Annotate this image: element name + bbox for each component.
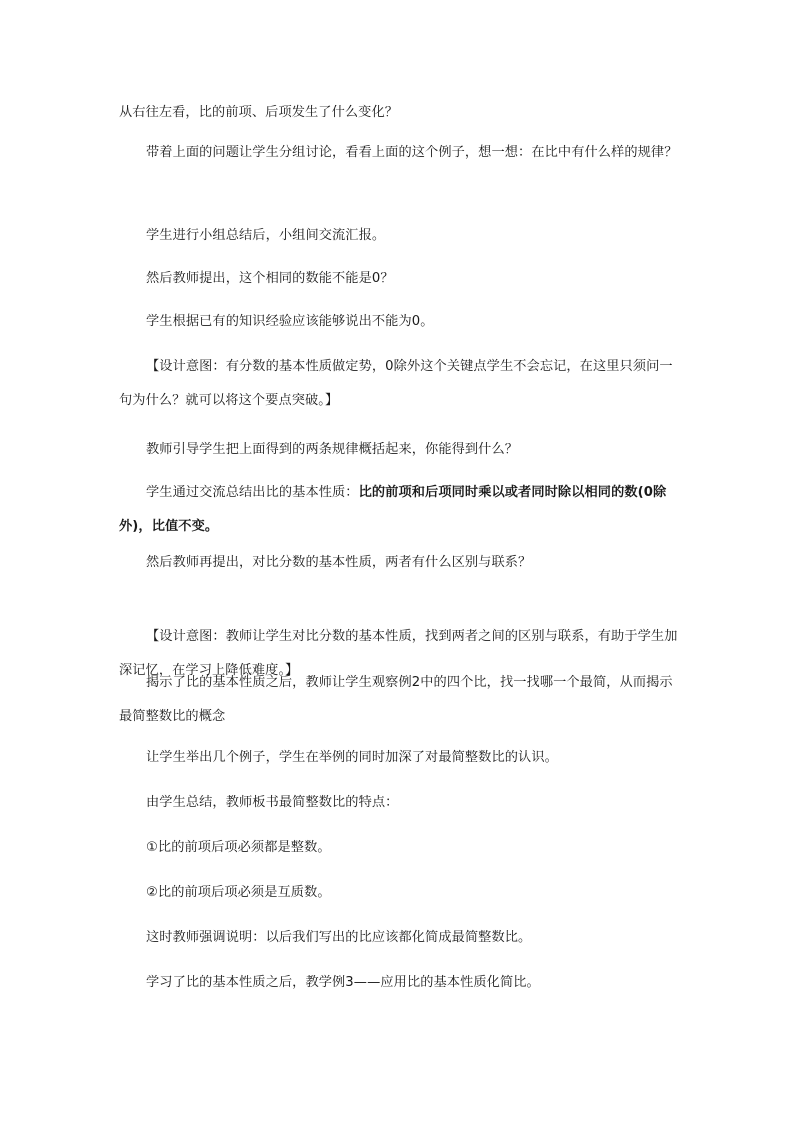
paragraph-11: 揭示了比的基本性质之后，教师让学生观察例2中的四个比，找一找哪一个最简，从而揭示最简整数比的概念: [119, 675, 673, 724]
paragraph-1: 从右往左看，比的前项、后项发生了什么变化？: [119, 105, 399, 120]
basic-property-lead: 学生通过交流总结出比的基本性质：: [146, 485, 359, 500]
paragraph-5: 学生根据已有的知识经验应该能够说出不能为0。: [146, 314, 434, 329]
paragraph-4: 然后教师提出，这个相同的数能不能是0？: [146, 271, 394, 286]
paragraph-13: 由学生总结，教师板书最简整数比的特点：: [146, 795, 399, 810]
design-intent-2: 【设计意图：教师让学生对比分数的基本性质，找到两者之间的区别与联系，有助于学生加深记忆，在学习上降低难度。】: [119, 629, 678, 678]
basic-property-paragraph: [119, 476, 679, 544]
design-intent-1: 【设计意图：有分数的基本性质做定势，0除外这个关键点学生不会忘记，在这里只须问一句为什么？就可以将这个要点突破。】: [119, 359, 673, 408]
paragraph-17: 学习了比的基本性质之后，教学例3——应用比的基本性质化简比。: [146, 975, 540, 990]
paragraph-2: 带着上面的问题让学生分组讨论，看看上面的这个例子，想一想：在比中有什么样的规律？: [146, 145, 678, 160]
paragraph-12: 让学生举出几个例子，学生在举例的同时加深了对最简整数比的认识。: [146, 750, 558, 765]
paragraph-7: 教师引导学生把上面得到的两条规律概括起来，你能得到什么？: [146, 442, 519, 457]
feature-item-2: ②比的前项后项必须是互质数。: [146, 885, 331, 900]
paragraph-3: 学生进行小组总结后，小组间交流汇报。: [146, 228, 386, 243]
feature-item-1: ①比的前项后项必须都是整数。: [146, 840, 331, 855]
basic-property-statement: 比的前项和后项同时乘以或者同时除以相同的数(0除外)，比值不变。: [119, 485, 667, 534]
paragraph-16: 这时教师强调说明：以后我们写出的比应该都化简成最简整数比。: [146, 930, 532, 945]
paragraph-9: 然后教师再提出，对比分数的基本性质，两者有什么区别与联系？: [146, 555, 532, 570]
